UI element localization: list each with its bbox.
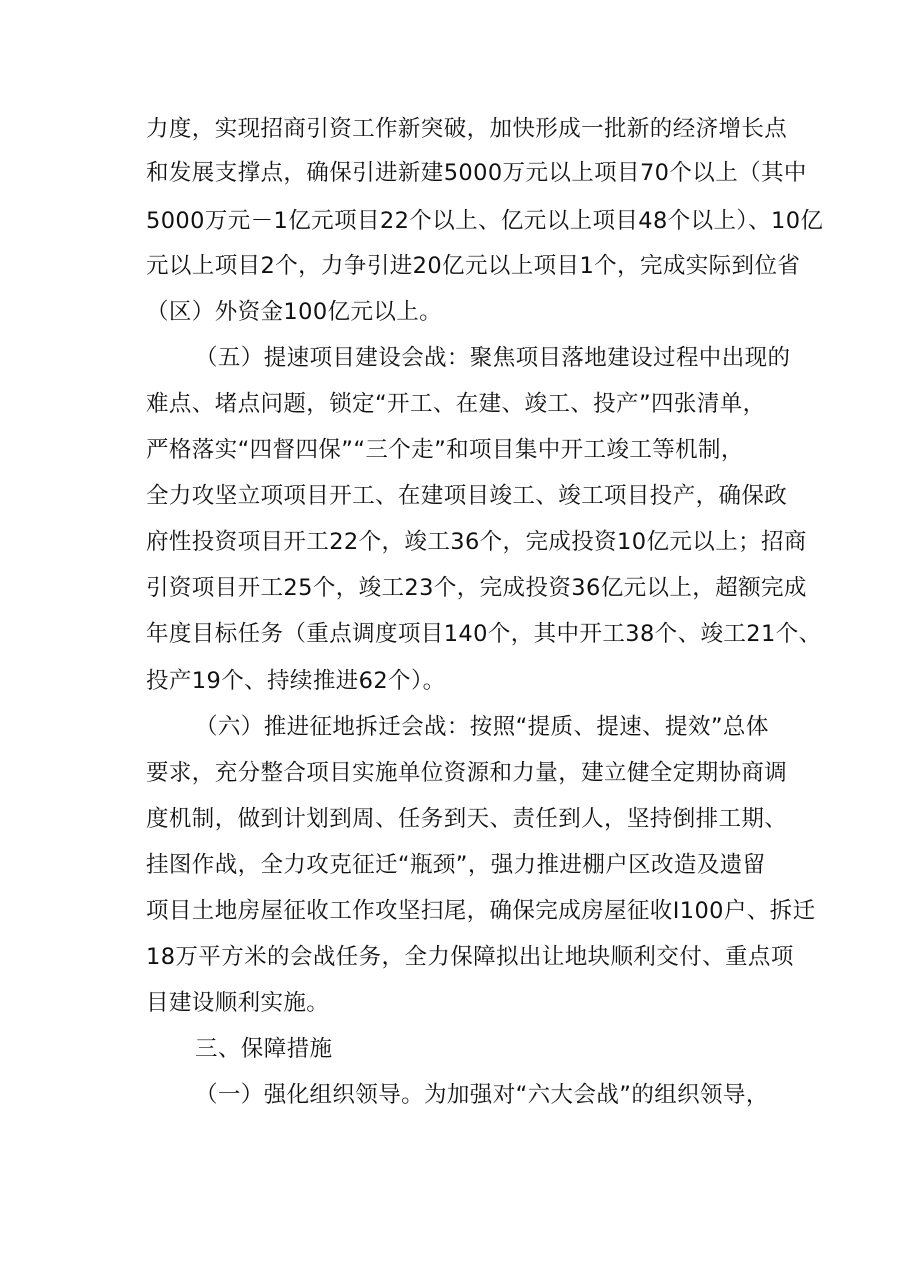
paragraph-line: 度机制，做到计划到周、任务到天、责任到人，坚持倒排工期、: [146, 806, 788, 832]
paragraph-line: 力度，实现招商引资工作新突破，加快形成一批新的经济增长点: [146, 116, 788, 142]
section-heading: 三、保障措施: [195, 1036, 333, 1062]
paragraph-line: 投产19个、持续推进62个）。: [146, 668, 446, 694]
paragraph-line: 项目土地房屋征收工作攻坚扫尾，确保完成房屋征收I100户、拆迁: [146, 898, 816, 924]
paragraph-line: 要求，充分整合项目实施单位资源和力量，建立健全定期协商调: [146, 760, 788, 786]
paragraph-line: 年度目标任务（重点调度项目140个，其中开工38个、竣工21个、: [146, 621, 822, 647]
paragraph-line: 和发展支撑点，确保引进新建5000万元以上项目70个以上（其中: [146, 160, 807, 186]
paragraph-line: （五）提速项目建设会战：聚焦项目落地建设过程中出现的: [195, 345, 791, 371]
paragraph-line: 引资项目开工25个，竣工23个，完成投资36亿元以上，超额完成: [146, 575, 807, 601]
paragraph-line: （区）外资金100亿元以上。: [146, 299, 443, 325]
paragraph-line: 目建设顺利实施。: [146, 990, 330, 1016]
paragraph-line: 18万平方米的会战任务，全力保障拟出让地块顺利交付、重点项: [146, 944, 794, 970]
paragraph-line: 元以上项目2个，力争引进20亿元以上项目1个，完成实际到位省: [146, 253, 801, 279]
paragraph-line: 挂图作战，全力攻克征迁“瓶颈”，强力推进棚户区改造及遗留: [146, 852, 766, 878]
paragraph-line: 难点、堵点问题，锁定“开工、在建、竣工、投产”四张清单，: [146, 391, 766, 417]
paragraph-line: （一）强化组织领导。为加强对“六大会战”的组织领导，: [195, 1082, 769, 1108]
paragraph-line: 府性投资项目开工22个，竣工36个，完成投资10亿元以上；招商: [146, 529, 807, 555]
paragraph-line: 严格落实“四督四保”“三个走”和项目集中开工竣工等机制，: [146, 437, 744, 463]
paragraph-line: 全力攻坚立项项目开工、在建项目竣工、竣工项目投产，确保政: [146, 483, 788, 509]
paragraph-line: 5000万元－1亿元项目22个以上、亿元以上项目48个以上）、10亿: [146, 208, 824, 234]
paragraph-line: （六）推进征地拆迁会战：按照“提质、提速、提效”总体: [195, 714, 769, 740]
